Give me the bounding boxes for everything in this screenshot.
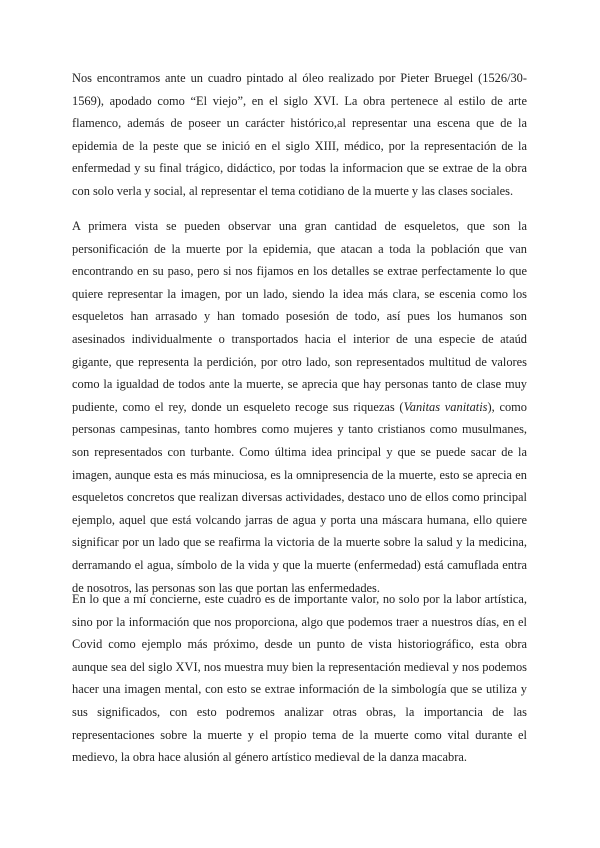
paragraph-3 bbox=[72, 588, 527, 769]
latin-phrase: Vanitas vanitatis bbox=[403, 399, 488, 414]
paragraph-2-text-start: A primera vista se pueden observar una gran cantidad de esqueletos, que son la personificación de la muerte por la epidemia, que atacan a toda la población que van encontrando en su paso, pero si nos fijamos en los detalles se extrae perfectamente lo que quiere representar la imagen, por un lado, siendo la idea más clara, se esceniа como los esqueletos han arrasado y han tomado posesión de todo, así pues los humanos son asesinados individualmente o transportados hacia el interior de una especie de ataúd gigante, que representa la perdición, por otro lado, son representados multitud de valores como la igualdad de todos ante la muerte, se aprecia que hay personas tanto de clase muy pudiente, como el rey, donde un esqueleto recoge sus riquezas ( bbox=[72, 219, 527, 414]
paragraph-2-text-end: ), como personas campesinas, tanto hombres como mujeres y tanto cristianos como musulmanes, son representados con turbante. Como última idea principal y que se puede sacar de la imagen, aunque esta es más minuciosa, es la omnipresencia de la muerte, esto se aprecia en esqueletos concretos que realizan diversas actividades, destaco uno de ellos como principal ejemplo, aquel que está volcando jarras de agua y porta una máscara humana, ello quiere significar por un lado que se reafirma la victoria de la muerte sobre la salud y la medicina, derramando el agua, símbolo de la vida y que la muerte (enfermedad) está camuflada entra de nosotros, las personas son las que portan las enfermedades. bbox=[72, 399, 527, 595]
paragraph-2 bbox=[72, 215, 527, 599]
paragraph-3-text: En lo que a mí concierne, este cuadro es de importante valor, no solo por la labor artística, sino por la información que nos proporciona, algo que podemos traer a nuestros días, en el Covid como ejemplo más próximo, desde un punto de vista historiográfico, esta obra aunque sea del siglo XVI, nos muestra muy bien la representación medieval y nos podemos hacer una imagen mental, con esto se extrae información de la simbología que se utiliza y sus significados, con esto podremos analizar otras obras, la importancia de las representaciones sobre la muerte y el propio tema de la muerte como vital durante el medievo, la obra hace alusión al género artístico medieval de la danza macabra. bbox=[72, 592, 527, 765]
paragraph-1-text: Nos encontramos ante un cuadro pintado al óleo realizado por Pieter Bruegel (1526/30-1569), apodado como “El viejo”, en el siglo XVI. La obra pertenece al estilo de arte flamenco, además de poseer un carácter histórico,al representar una escena que de la epidemia de la peste que se inició en el siglo XIII, médico, por la representación de la enfermedad y su final trágico, didáctico, por todas la informacion que se extrae de la obra con solo verla y social, al representar el tema cotidiano de la muerte y las clases sociales. bbox=[72, 71, 527, 198]
paragraph-1 bbox=[72, 67, 527, 203]
